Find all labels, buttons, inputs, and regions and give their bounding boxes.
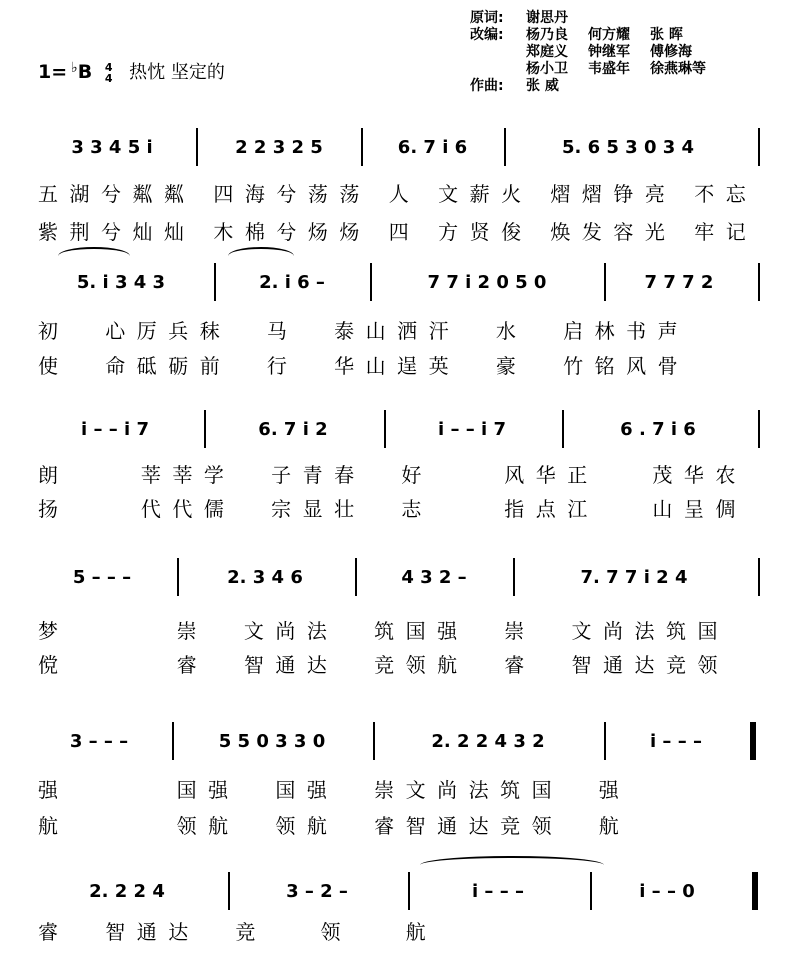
measure: i – – i 7: [81, 418, 149, 440]
barline: [214, 263, 216, 301]
measure: i – – 0: [639, 880, 695, 902]
measure: i – – –: [650, 730, 702, 752]
measure: 2 2 3 2 5: [235, 136, 323, 158]
measure: 7 7 7 2: [644, 271, 714, 293]
lyric-line: 睿 智通达 竞 领 航: [38, 920, 438, 944]
notes-row: [0, 265, 799, 299]
measure: 7 7 i 2 0 5 0: [427, 271, 547, 293]
credit-row: [470, 27, 726, 44]
key-signature: [38, 58, 225, 84]
measure: 2. i 6 –: [259, 271, 325, 293]
notes-row: [0, 412, 799, 446]
key-note: B: [77, 61, 93, 83]
barline: [758, 410, 760, 448]
credit-name: 徐燕琳等: [650, 61, 706, 77]
measure: 5. i 3 4 3: [76, 271, 166, 293]
credit-names: [526, 27, 703, 44]
barline: [513, 558, 515, 596]
barline: [196, 128, 198, 166]
key-label: 1=: [38, 61, 68, 83]
final-barline: [752, 872, 758, 910]
lyric-line: 初 心厉兵秣 马 泰山洒汗 水 启林书声: [38, 319, 690, 343]
barline: [373, 722, 375, 760]
barline: [408, 872, 410, 910]
flat-sign: ♭: [71, 60, 78, 76]
barline: [172, 722, 174, 760]
credit-label: 作曲:: [470, 78, 504, 94]
measure: 5 5 0 3 3 0: [218, 730, 326, 752]
barline: [562, 410, 564, 448]
credit-name: 郑庭义: [526, 44, 568, 60]
barline: [355, 558, 357, 596]
barline: [604, 263, 606, 301]
measure: 2. 2 2 4: [89, 880, 165, 902]
notes-row: [0, 874, 799, 908]
credit-label: [470, 61, 526, 78]
repeat-barline: [750, 722, 756, 760]
lyric-line: 使 命砥砺前 行 华山逞英 豪 竹铭风骨: [38, 354, 690, 378]
credit-name: 傅修海: [650, 44, 692, 60]
credit-name: 杨乃良: [526, 27, 568, 43]
lyric-line: 五湖兮粼粼 四海兮荡荡 人 文薪火 熠熠铮亮 不忘: [38, 182, 758, 206]
barline: [204, 410, 206, 448]
barline: [758, 128, 760, 166]
barline: [361, 128, 363, 166]
credit-row: [470, 10, 726, 27]
credit-name: 杨小卫: [526, 61, 568, 77]
credit-name: 韦盛年: [588, 61, 630, 77]
credit-name: 张 威: [526, 78, 559, 94]
credit-name: 张 晖: [650, 27, 683, 43]
lyric-line: 傥 睿 智通达 竞领航 睿 智通达竞领: [38, 653, 730, 677]
barline: [758, 558, 760, 596]
measure: i – – –: [472, 880, 524, 902]
credit-row: [470, 78, 726, 95]
measure: 3 – – –: [69, 730, 129, 752]
tie: [420, 856, 604, 874]
credit-names: [526, 78, 579, 95]
credit-names: [526, 10, 588, 27]
credit-row: [470, 44, 726, 61]
credits-block: [470, 10, 726, 95]
meter-top: 4: [104, 61, 113, 74]
measure: 7. 7 7 i 2 4: [580, 566, 688, 588]
lyric-line: 扬 代代儒 宗显壮 志 指点江 山呈倜: [38, 497, 747, 521]
barline: [604, 722, 606, 760]
credit-row: [470, 61, 726, 78]
measure: 6. 7 i 6: [397, 136, 468, 158]
measure: 3 3 4 5 i: [71, 136, 153, 158]
credit-names: [526, 61, 726, 78]
measure: 3 – 2 –: [286, 880, 348, 902]
credit-label: [470, 44, 526, 61]
barline: [228, 872, 230, 910]
barline: [504, 128, 506, 166]
measure: 2. 2 2 4 3 2: [431, 730, 545, 752]
measure: i – – i 7: [438, 418, 506, 440]
tempo-marking: 热忱 坚定的: [129, 62, 225, 83]
credit-label: 改编:: [470, 27, 504, 43]
barline: [758, 263, 760, 301]
slur: [58, 247, 130, 265]
measure: 6. 7 i 2: [258, 418, 328, 440]
barline: [177, 558, 179, 596]
measure: 5. 6 5 3 0 3 4: [561, 136, 695, 158]
barline: [590, 872, 592, 910]
time-signature: [105, 62, 113, 84]
measure: 6 . 7 i 6: [620, 418, 696, 440]
credit-name: 何方耀: [588, 27, 630, 43]
barline: [370, 263, 372, 301]
lyric-line: 紫荆兮灿灿 木棉兮炀炀 四 方贤俊 焕发容光 牢记: [38, 220, 758, 244]
slur: [228, 247, 294, 265]
lyric-line: 强 国强 国强 崇文尚法筑国 强: [38, 778, 631, 802]
notes-row: [0, 130, 799, 164]
meter-bottom: 4: [104, 72, 113, 85]
measure: 5 – – –: [72, 566, 132, 588]
lyric-line: 朗 莘莘学 子青春 好 风华正 茂华农: [38, 463, 747, 487]
credit-name: 钟继军: [588, 44, 630, 60]
lyric-line: 航 领航 领航 睿智通达竞领 航: [38, 814, 631, 838]
credit-name: 谢思丹: [526, 10, 568, 26]
notes-row: [0, 560, 799, 594]
measure: 2. 3 4 6: [227, 566, 303, 588]
measure: 4 3 2 –: [401, 566, 467, 588]
lyric-line: 梦 崇 文尚法 筑国强 崇 文尚法筑国: [38, 619, 730, 643]
notes-row: [0, 724, 799, 758]
credit-names: [526, 44, 712, 61]
barline: [384, 410, 386, 448]
credit-label: 原词:: [470, 10, 504, 26]
